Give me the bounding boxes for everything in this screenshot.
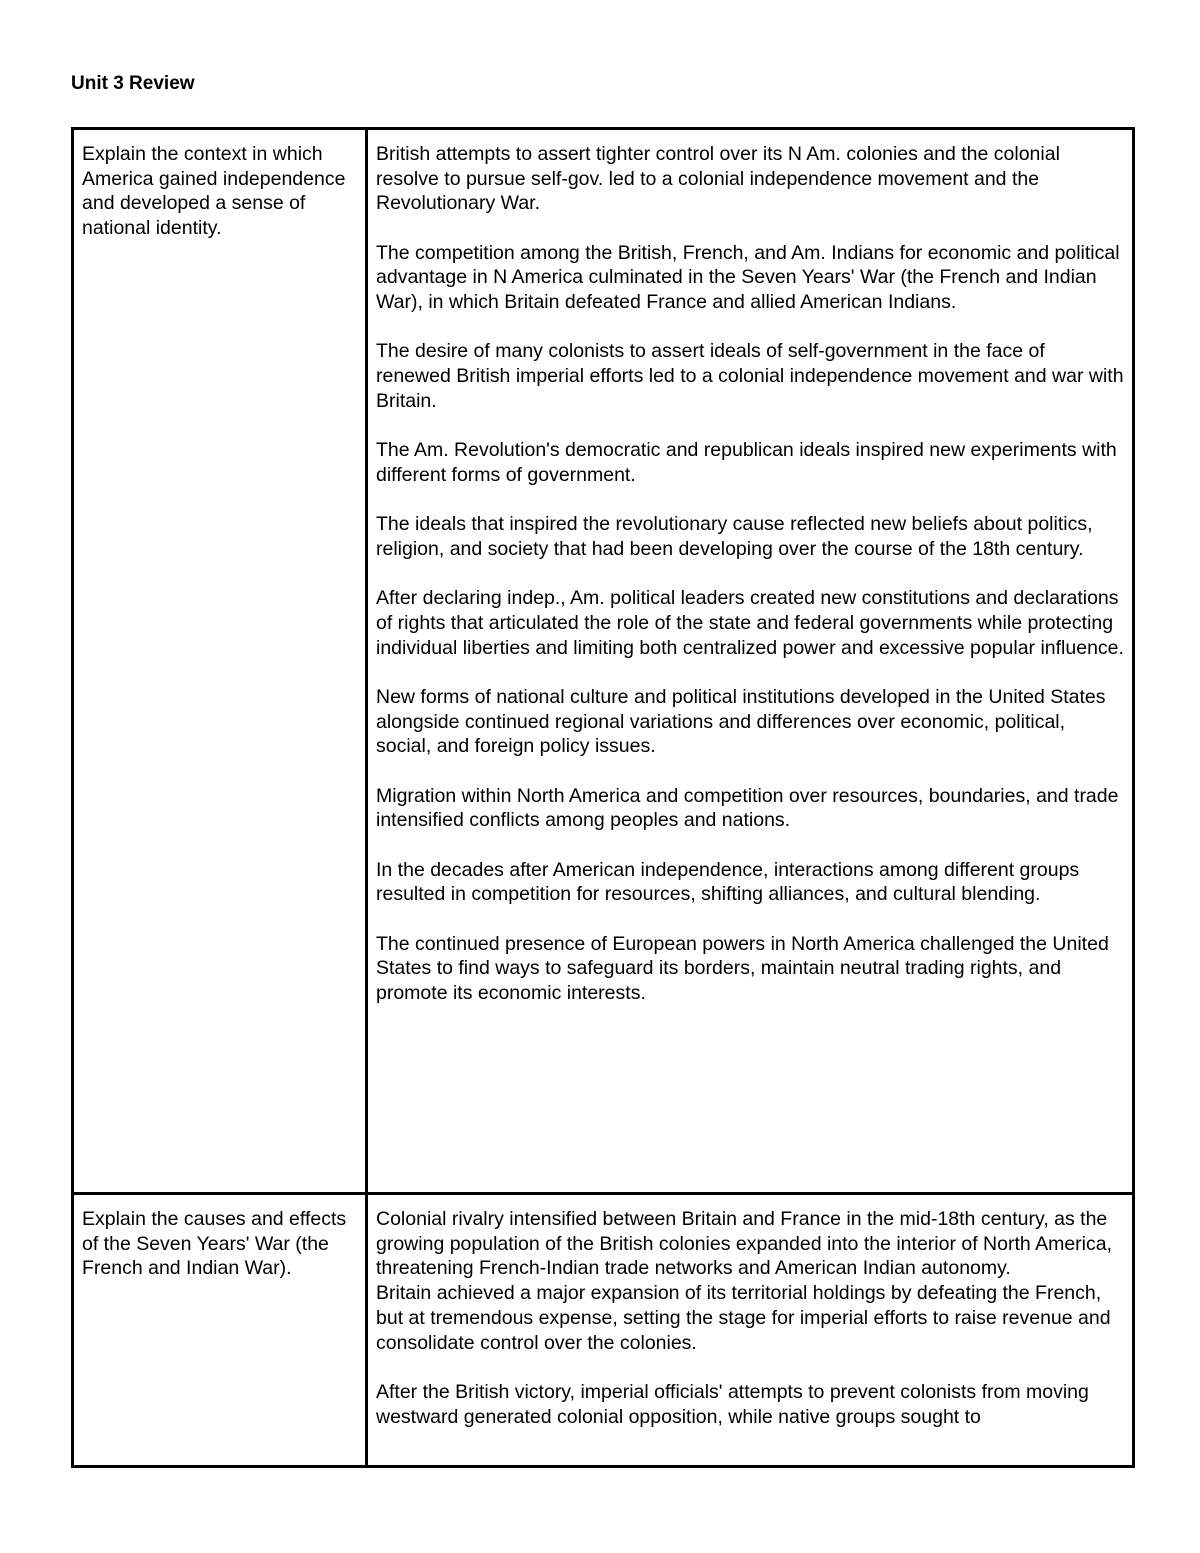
answer-paragraph: The desire of many colonists to assert ideals of self-government in the face of renewed British imperial efforts led to a colonial independence movement and war with Britain.: [376, 340, 1124, 412]
answer-paragraph: The ideals that inspired the revolutionary cause reflected new beliefs about politics, religion, and society that had been developing over the course of the 18th century.: [376, 513, 1093, 560]
page-title: Unit 3 Review: [71, 73, 195, 94]
table-row: [73, 1194, 1134, 1467]
answer-paragraph: Migration within North America and competition over resources, boundaries, and trade intensified conflicts among peoples and nations.: [376, 784, 1119, 832]
answer-paragraph: Britain achieved a major expansion of its territorial holdings by defeating the French, but at tremendous expense, setting the stage for imperial efforts to raise revenue and consolidate control over the colonies.: [376, 1282, 1111, 1354]
review-table: [71, 127, 1135, 1468]
answer-paragraph: The competition among the British, French, and Am. Indians for economic and political advantage in N America culminated in the Seven Years' War (the French and Indian War), in which Britain defeated France and allied American Indians.: [376, 241, 1120, 314]
prompt-text: Explain the context in which America gained independence and developed a sense of national identity.: [82, 143, 346, 240]
answer-paragraph: The Am. Revolution's democratic and republican ideals inspired new experiments with different forms of government.: [376, 439, 1117, 486]
prompt-text: Explain the causes and effects of the Seven Years' War (the French and Indian War).: [82, 1208, 347, 1280]
answer-cell: [367, 1194, 1134, 1467]
answer-paragraph: After the British victory, imperial officials' attempts to prevent colonists from moving westward generated colonial opposition, while native groups sought to: [376, 1380, 1089, 1428]
answer-paragraph: The continued presence of European powers in North America challenged the United States to find ways to safeguard its borders, maintain neutral trading rights, and promote its economic interests.: [376, 932, 1109, 1004]
answer-paragraph: Colonial rivalry intensified between Britain and France in the mid-18th century, as the growing population of the British colonies expanded into the interior of North America, threatening French-Indian trade networks and American Indian autonomy.: [376, 1208, 1113, 1280]
answer-cell: [367, 129, 1134, 1194]
answer-paragraph: British attempts to assert tighter control over its N Am. colonies and the colonial resolve to pursue self-gov. led to a colonial independence movement and the Revolutionary War.: [376, 143, 1060, 215]
prompt-cell: [73, 1194, 367, 1467]
answer-paragraph: After declaring indep., Am. political leaders created new constitutions and declarations of rights that articulated the role of the state and federal governments while protecting individual liberties and limiting both centralized power and excessive popular influence.: [376, 587, 1124, 659]
answer-paragraph: In the decades after American independence, interactions among different groups resulted in competition for resources, shifting alliances, and cultural blending.: [376, 858, 1080, 906]
prompt-cell: [73, 129, 367, 1194]
table-row: [73, 129, 1134, 1194]
answer-paragraph: New forms of national culture and political institutions developed in the United States alongside continued regional variations and differences over economic, political, social, and foreign policy issues.: [376, 685, 1106, 758]
